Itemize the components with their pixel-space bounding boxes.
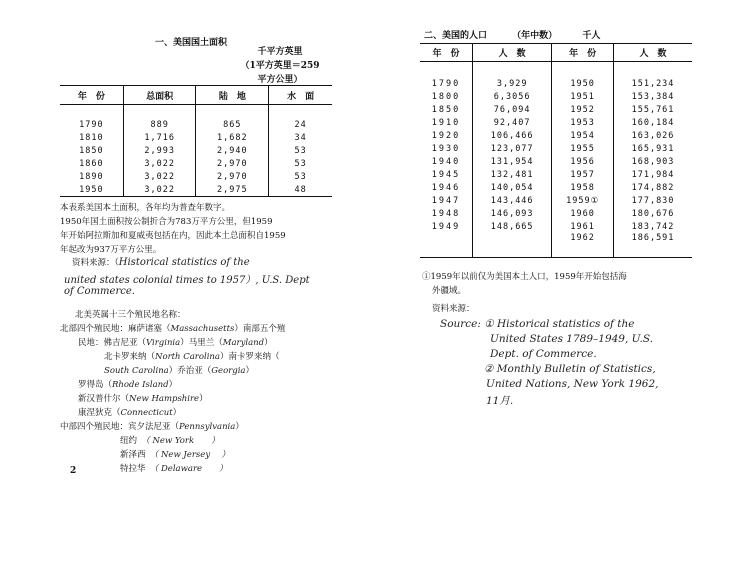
source-label: 资料来源：（ [72,258,119,268]
table-cell: 76,094 [472,103,551,116]
population-title-unit: 千人 [582,31,601,41]
column-header: 人 数 [472,44,551,62]
maryland-hw: Maryland [222,338,265,348]
table-cell: 6,3056 [472,90,551,103]
table-cell: 155,761 [614,103,692,116]
table-cell: 1850 [79,145,104,156]
colonies-south-a: 民地：佛吉尼亚（Virginia）马里兰（Maryland） [78,338,273,348]
table-cell: 1890 [79,171,104,182]
column-header: 陆 地 [196,86,269,105]
table-cell [420,233,472,258]
population-source-hw-6: 11月. [486,395,514,407]
table-row [60,183,332,197]
table-cell: 1,716 [123,131,196,144]
table-row [420,181,692,194]
source-handwritten-3: of Commerce. [64,286,135,297]
colonies-north: 北部四个殖民地：麻萨诸塞（Massachusetts）南部五个殖 [60,324,286,334]
table-cell: 180,676 [614,207,692,220]
new-york-hw: （ New York ） [145,436,220,446]
page-number: 2 [70,466,77,476]
table-cell: 3,022 [123,157,196,170]
table-cell: 1950 [60,183,123,197]
table-cell: 1958 [552,181,614,194]
population-table [420,43,692,258]
table-cell: 48 [269,183,332,197]
table-cell: 1962 [552,233,614,258]
population-source-hw-1: Source: ① Historical statistics of the [440,318,635,330]
table-cell: 163,026 [614,129,692,142]
table-cell: 1950 [552,77,614,90]
new-jersey-hw: （ New Jersey ） [154,450,230,460]
table-cell: 53 [269,144,332,157]
table-cell: 2,975 [196,183,269,197]
colonies-middle: 中部四个殖民地：宾夕法尼亚（Pennsylvania） [60,422,244,432]
table-cell: 143,446 [472,194,551,207]
table-cell: 171,984 [614,168,692,181]
source-block [72,256,250,270]
table-cell: 1951 [552,90,614,103]
column-header: 总面积 [123,86,196,105]
table-row [420,116,692,129]
table-cell: 174,882 [614,181,692,194]
table-cell: 1955 [552,142,614,155]
table-cell: 160,184 [614,116,692,129]
rhode-island-hw: Rhode Island [112,380,169,390]
table-cell: 1956 [552,155,614,168]
table-cell: 3,022 [123,170,196,183]
colony-rhode-island: 罗得岛（Rhode Island） [78,380,178,390]
table-cell: 1953 [552,116,614,129]
table-row [60,144,332,157]
new-hampshire-hw: New Hampshire [129,394,200,404]
population-title-paren: （年中数） [512,31,558,41]
table-cell: 1790 [79,119,104,130]
population-footnote-a: ①1959年以前仅为美国本土人口，1959年开始包括海 [422,272,627,282]
table-cell: 1949 [431,221,461,232]
georgia-hw: Georgia [211,366,246,376]
table-cell: 1952 [552,103,614,116]
table-row [420,168,692,181]
table-cell: 123,077 [472,142,551,155]
table-row [420,207,692,220]
table-cell: 2,940 [196,144,269,157]
note-2b: 年开始阿拉斯加和夏威夷包括在内，因此本土总面积自1959 [60,231,286,241]
table-cell: 1954 [552,129,614,142]
column-header: 年 份 [420,44,472,62]
table-cell: 53 [269,170,332,183]
delaware-hw: （ Delaware ） [154,464,228,474]
table-cell: 183,742 [614,220,692,233]
table-cell: 2,970 [196,157,269,170]
column-header: 人 数 [614,44,692,62]
table-cell [472,233,551,258]
table-cell: 1957 [552,168,614,181]
population-source-label: 资料来源： [432,304,475,314]
table-cell: 1910 [431,117,461,128]
table-cell: 1961 [552,220,614,233]
table-cell: 1,682 [196,131,269,144]
source-handwritten-1: Historical statistics of the [118,257,250,268]
table-cell: 1920 [431,130,461,141]
table-cell: 1790 [431,78,461,89]
colony-new-york: 纽约 （ New York ） [120,436,220,446]
table-cell: 1800 [431,91,461,102]
table-cell: 1860 [79,158,104,169]
table-cell: 24 [269,118,332,131]
table-spacer-row [420,62,692,78]
colonies-title: 北美英属十三个殖民地名称： [75,310,186,320]
table-row [60,157,332,170]
unit-note [225,45,335,87]
table-cell: 1959① [552,194,614,207]
table-cell: 168,903 [614,155,692,168]
population-source-hw-5: United Nations, New York 1962, [486,378,659,390]
table-row [420,220,692,233]
column-header: 年 份 [552,44,614,62]
table-row [420,103,692,116]
land-area-table [60,85,332,197]
population-title-text: 二、美国的人口 [424,31,488,41]
table-cell: 92,407 [472,116,551,129]
table-row [60,170,332,183]
note-2c: 年起改为937万平方公里。 [60,245,162,255]
table-cell: 3,929 [472,77,551,90]
table-cell: 140,054 [472,181,551,194]
connecticut-hw: Connecticut [120,408,173,418]
table-row [60,131,332,144]
table-row [420,129,692,142]
massachusetts-hw: Massachusetts [170,324,235,334]
table-cell: 177,830 [614,194,692,207]
source-handwritten-2: united states colonial times to 1957）, U.S. Dept [64,275,310,286]
note-2a: 1950年国土面积按公制折合为783万平方公里，但1959 [60,217,273,227]
colony-new-jersey: 新泽西 （ New Jersey ） [120,450,230,460]
unit-line-1: 千平方英里 [257,47,303,57]
table-cell: 132,481 [472,168,551,181]
table-cell: 1960 [552,207,614,220]
table-cell: 1810 [79,132,104,143]
north-carolina-hw: North Carolina [155,352,220,362]
table-row [420,155,692,168]
table-row [60,118,332,131]
table-cell: 1947 [431,195,461,206]
table-row [420,194,692,207]
table-cell: 1948 [431,208,461,219]
population-footnote-b: 外疆域。 [432,286,467,296]
virginia-hw: Virginia [146,338,181,348]
table-spacer-row [60,105,332,119]
unit-line-2: （1平方英里＝259 [240,61,320,71]
population-source-hw-4: ② Monthly Bulletin of Statistics, [484,363,656,375]
note-1: 本表系美国本土面积，各年均为普查年数字。 [60,203,231,213]
table-cell: 153,384 [614,90,692,103]
population-source-hw-3: Dept. of Commerce. [490,348,597,360]
table-cell: 1946 [431,182,461,193]
table-cell: 2,993 [123,144,196,157]
table-row [420,77,692,90]
table-cell: 146,093 [472,207,551,220]
colony-new-hampshire: 新汉普什尔（New Hampshire） [78,394,208,404]
pennsylvania-hw: Pennsylvania [179,422,236,432]
population-title [424,28,600,41]
colony-delaware: 特拉华 （ Delaware ） [120,464,228,474]
table-row [420,90,692,103]
column-header: 水 面 [269,86,332,105]
table-cell: 3,022 [123,183,196,197]
unit-line-3: 平方公里） [257,75,303,85]
table-cell: 1850 [431,104,461,115]
colonies-south-c: South Carolina）乔治亚（Georgia） [104,366,255,376]
table-cell: 53 [269,157,332,170]
table-cell: 106,466 [472,129,551,142]
table-row [420,142,692,155]
table-cell: 2,970 [196,170,269,183]
land-area-title: 一、美国国土面积 [155,38,228,48]
table-cell: 131,954 [472,155,551,168]
table-cell: 1940 [431,156,461,167]
table-cell: 151,234 [614,77,692,90]
south-carolina-hw: South Carolina [104,366,169,376]
table-cell: 865 [196,118,269,131]
table-row [420,233,692,258]
colonies-south-b: 北卡罗来纳（North Carolina）南卡罗来纳（ [104,352,280,362]
table-cell: 889 [123,118,196,131]
table-cell: 186,591 [614,233,692,258]
table-cell: 148,665 [472,220,551,233]
population-source-hw-2: United States 1789–1949, U.S. [490,333,654,345]
table-cell: 1945 [431,169,461,180]
table-cell: 1930 [431,143,461,154]
table-cell: 34 [269,131,332,144]
table-cell: 165,931 [614,142,692,155]
colony-connecticut: 康涅狄克（Connecticut） [78,408,182,418]
column-header: 年 份 [60,86,123,105]
